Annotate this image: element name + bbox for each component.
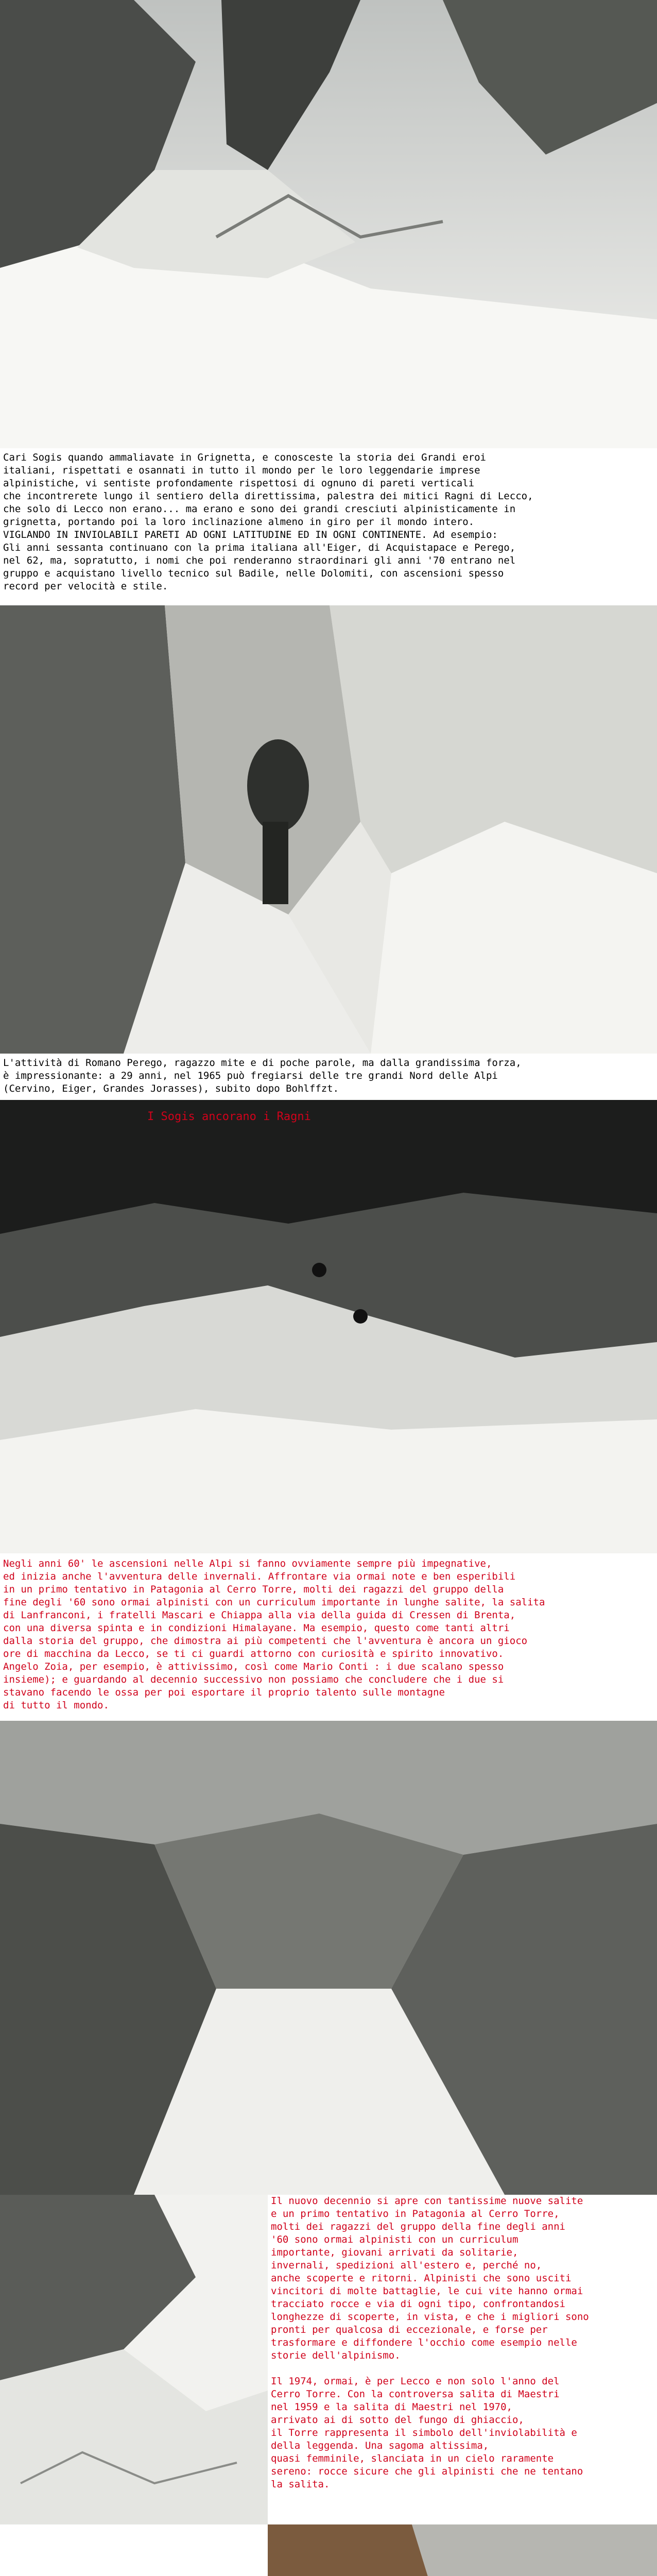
climber-on-rock-photo — [0, 605, 657, 1054]
perego-text: L'attività di Romano Perego, ragazzo mite e di poche parole, ma dalla grandissima forza, è impressionante: a 29 anni, nel 1965 può fregiarsi delle tre grandi Nord delle Alpi (Cervino, Eiger, Grandes Jorasses), subito dopo Bohlffzt. — [3, 1057, 522, 1094]
red-climber-photo — [268, 2524, 657, 2576]
nuovo-text: Il nuovo decennio si apre con tantissime nuove salite e un primo tentativo in Patagonia al Cerro Torre, molti dei ragazzi del gruppo della fine degli anni '60 sono ormai alpinisti con un curriculum importante, giovani arrivati da solitarie, invernali, spedizioni all'estero e, perché no, anche scoperte e ritorni. Alpinisti che sono usciti vincitori di molte battaglie, le cui vite hanno ormai tracciato rocce e via di ogni tipo, confrontandosi longhezze di scoperte, in vista, e che i migliori sono pronti per qualcosa di eccezionale, e forse per trasformare e diffondere l'occhio come esempio nelle storie dell'alpinismo. Il 1974, ormai, è per Lecco e non solo l'anno del Cerro Torre. Con la controversa salita di Maestri nel 1959 e la salita di Maestri nel 1970, arrivato ai di sotto del fungo di ghiaccio, il Torre rappresenta il simbolo dell'inviolabilità e della leggenda. Una sagoma altissima, quasi femminile, slanciata in un cielo raramente sereno: rocce sicure che gli alpinisti che ne tentano la salita. — [271, 2195, 589, 2490]
sogis-label: I Sogis ancorano i Ragni — [147, 1110, 311, 1123]
glacier-mountain-photo — [0, 2195, 268, 2524]
intro-text: Cari Sogis quando ammaliavate in Grignetta, e conosceste la storia dei Grandi eroi italiani, rispettati e osannati in tutto il mondo per le loro leggendarie imprese alpinistiche, vi sentiste profondamente rispettosi di ognuno di pareti verticali che incontrerete lungo il sentiero della direttissima, palestra dei mitici Ragni di Lecco, che solo di Lecco non erano... ma erano e sono dei grandi cresciuti alpinisticamente in grignetta, portando poi la loro inclinazione almeno in giro per il mondo intero. VIGLANDO IN INVIOLABILI PARETI AD OGNI LATITUDINE ED IN OGNI CONTINENTE. Ad esempio: Gli anni sessanta continuano con la prima italiana all'Eiger, di Acquistapace e Perego, nel 62, ma, sopratutto, i nomi che poi renderanno straordinari gli anni '70 entrano nel gruppo e acquistano livello tecnico sul Badile, nelle Dolomiti, con ascensioni spesso record per velocità e stile. — [3, 452, 533, 592]
anni60-text: Negli anni 60' le ascensioni nelle Alpi si fanno ovviamente sempre più impegnative, ed inizia anche l'avventura delle invernali. Affrontare via ormai note e ben esperibili in un primo tentativo in Patagonia al Cerro Torre, molti dei ragazzi del gruppo della fine degli '60 sono ormai alpinisti con un curriculum importante in lunghe salite, la salita di Lanfranconi, i fratelli Mascari e Chiappa alla via della guida di Cressen di Brenta, con una diversa spinta e in condizioni Himalayane. Ma esempio, questo come tanti altri dalla storia del gruppo, che dimostra ai più competenti che l'avventura è ancora un gioco ore di macchina da Lecco, se ti ci guardi attorno con curiosità e spirito innovativo. Angelo Zoia, per esempio, è attivissimo, così come Mario Conti : i due scalano spesso insieme); e guardando al decennio successivo non possiamo che concludere che i due si stavano facendo le ossa per poi esportare il proprio talento sulle montagne di tutto il mondo. — [3, 1558, 545, 1711]
snowy-peak-photo — [0, 0, 657, 448]
snow-ridge-climbers-photo — [0, 1100, 657, 1553]
rocky-summit-photo — [0, 1721, 657, 2195]
